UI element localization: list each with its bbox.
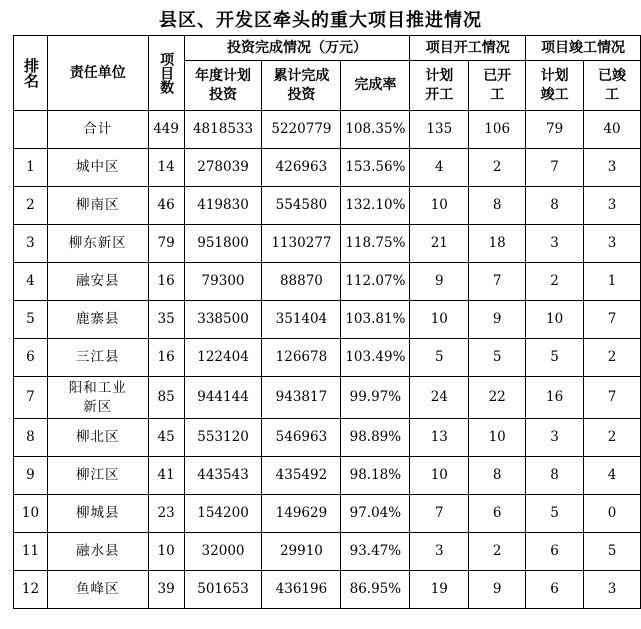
cell-plan-start: 10 (410, 187, 469, 225)
cell-rank: 7 (14, 377, 48, 419)
cell-unit: 城中区 (47, 149, 148, 187)
header-finish-group: 项目竣工情况 (526, 36, 641, 61)
cell-annual-plan: 32000 (184, 533, 262, 571)
cell-plan-finish: 79 (526, 111, 584, 149)
cell-count: 39 (148, 571, 184, 609)
cell-unit: 合计 (47, 111, 148, 149)
cell-unit: 鹿寨县 (47, 301, 148, 339)
table-row (14, 187, 641, 225)
table-row (14, 571, 641, 609)
cell-rank: 12 (14, 571, 48, 609)
cell-count: 16 (148, 339, 184, 377)
cell-count: 449 (148, 111, 184, 149)
cell-started: 8 (469, 187, 526, 225)
cell-finished: 3 (584, 187, 641, 225)
cell-finished: 0 (584, 495, 641, 533)
cell-cumulative: 546963 (262, 419, 341, 457)
cell-plan-start: 21 (410, 225, 469, 263)
cell-plan-finish: 3 (526, 225, 584, 263)
cell-rate: 97.04% (341, 495, 410, 533)
cell-cumulative: 436196 (262, 571, 341, 609)
cell-rank: 2 (14, 187, 48, 225)
cell-cumulative: 426963 (262, 149, 341, 187)
cell-rank: 3 (14, 225, 48, 263)
cell-finished: 1 (584, 263, 641, 301)
cell-plan-start: 10 (410, 457, 469, 495)
cell-plan-start: 3 (410, 533, 469, 571)
cell-rank: 9 (14, 457, 48, 495)
cell-cumulative: 5220779 (262, 111, 341, 149)
cell-rank: 6 (14, 339, 48, 377)
cell-plan-start: 19 (410, 571, 469, 609)
table-row (14, 225, 641, 263)
cell-started: 8 (469, 457, 526, 495)
cell-rank: 8 (14, 419, 48, 457)
cell-started: 2 (469, 533, 526, 571)
cell-rate: 86.95% (341, 571, 410, 609)
cell-annual-plan: 443543 (184, 457, 262, 495)
cell-annual-plan: 951800 (184, 225, 262, 263)
cell-plan-finish: 8 (526, 187, 584, 225)
cell-annual-plan: 278039 (184, 149, 262, 187)
cell-annual-plan: 79300 (184, 263, 262, 301)
cell-plan-finish: 2 (526, 263, 584, 301)
cell-started: 6 (469, 495, 526, 533)
cell-started: 9 (469, 571, 526, 609)
header-cumulative: 累计完成投资 (262, 61, 341, 111)
cell-annual-plan: 338500 (184, 301, 262, 339)
cell-unit: 柳南区 (47, 187, 148, 225)
cell-count: 23 (148, 495, 184, 533)
cell-unit: 柳江区 (47, 457, 148, 495)
cell-rate: 108.35% (341, 111, 410, 149)
cell-finished: 3 (584, 571, 641, 609)
cell-unit: 柳东新区 (47, 225, 148, 263)
header-completion-rate: 完成率 (341, 61, 410, 111)
table-row (14, 495, 641, 533)
cell-cumulative: 351404 (262, 301, 341, 339)
cell-plan-start: 7 (410, 495, 469, 533)
cell-rank: 5 (14, 301, 48, 339)
cell-plan-finish: 3 (526, 419, 584, 457)
cell-rank: 11 (14, 533, 48, 571)
cell-started: 10 (469, 419, 526, 457)
cell-cumulative: 435492 (262, 457, 341, 495)
cell-finished: 2 (584, 419, 641, 457)
cell-started: 106 (469, 111, 526, 149)
cell-finished: 3 (584, 225, 641, 263)
cell-count: 10 (148, 533, 184, 571)
projects-table (13, 35, 641, 609)
cell-rate: 132.10% (341, 187, 410, 225)
cell-count: 41 (148, 457, 184, 495)
table-row (14, 457, 641, 495)
cell-unit: 柳北区 (47, 419, 148, 457)
cell-unit: 融水县 (47, 533, 148, 571)
table-row (14, 419, 641, 457)
cell-rate: 103.49% (341, 339, 410, 377)
cell-cumulative: 943817 (262, 377, 341, 419)
cell-annual-plan: 553120 (184, 419, 262, 457)
cell-plan-start: 5 (410, 339, 469, 377)
cell-cumulative: 1130277 (262, 225, 341, 263)
cell-unit: 阳和工业新区 (47, 377, 148, 419)
cell-cumulative: 29910 (262, 533, 341, 571)
cell-rank (14, 111, 48, 149)
cell-annual-plan: 944144 (184, 377, 262, 419)
cell-count: 85 (148, 377, 184, 419)
cell-unit: 柳城县 (47, 495, 148, 533)
table-row (14, 339, 641, 377)
cell-annual-plan: 4818533 (184, 111, 262, 149)
cell-annual-plan: 419830 (184, 187, 262, 225)
cell-plan-finish: 5 (526, 339, 584, 377)
cell-count: 35 (148, 301, 184, 339)
table-row (14, 149, 641, 187)
cell-finished: 2 (584, 339, 641, 377)
cell-count: 79 (148, 225, 184, 263)
header-project-count: 项目数 (148, 36, 184, 111)
cell-count: 16 (148, 263, 184, 301)
cell-finished: 7 (584, 377, 641, 419)
cell-plan-finish: 7 (526, 149, 584, 187)
cell-started: 2 (469, 149, 526, 187)
cell-plan-start: 9 (410, 263, 469, 301)
cell-count: 46 (148, 187, 184, 225)
cell-annual-plan: 154200 (184, 495, 262, 533)
cell-finished: 3 (584, 149, 641, 187)
header-finished: 已竣工 (584, 61, 641, 111)
cell-started: 22 (469, 377, 526, 419)
cell-plan-finish: 8 (526, 457, 584, 495)
cell-plan-start: 135 (410, 111, 469, 149)
cell-plan-start: 24 (410, 377, 469, 419)
cell-rate: 93.47% (341, 533, 410, 571)
cell-count: 14 (148, 149, 184, 187)
header-unit: 责任单位 (47, 36, 148, 111)
cell-plan-start: 4 (410, 149, 469, 187)
page-title: 县区、开发区牵头的重大项目推进情况 (159, 10, 482, 31)
table-row (14, 301, 641, 339)
cell-finished: 40 (584, 111, 641, 149)
cell-started: 7 (469, 263, 526, 301)
cell-rate: 118.75% (341, 225, 410, 263)
cell-plan-start: 13 (410, 419, 469, 457)
cell-rate: 98.18% (341, 457, 410, 495)
cell-plan-finish: 5 (526, 495, 584, 533)
header-rank: 排名 (14, 36, 48, 111)
cell-rank: 1 (14, 149, 48, 187)
cell-rate: 103.81% (341, 301, 410, 339)
table-row (14, 263, 641, 301)
cell-finished: 7 (584, 301, 641, 339)
header-started: 已开工 (469, 61, 526, 111)
cell-plan-finish: 6 (526, 533, 584, 571)
table-row (14, 533, 641, 571)
cell-annual-plan: 122404 (184, 339, 262, 377)
cell-plan-start: 10 (410, 301, 469, 339)
cell-finished: 5 (584, 533, 641, 571)
cell-rank: 10 (14, 495, 48, 533)
header-plan-finish: 计划竣工 (526, 61, 584, 111)
cell-plan-finish: 10 (526, 301, 584, 339)
header-investment: 投资完成情况（万元） (184, 36, 410, 61)
cell-unit: 鱼峰区 (47, 571, 148, 609)
cell-annual-plan: 501653 (184, 571, 262, 609)
header-annual-plan: 年度计划投资 (184, 61, 262, 111)
cell-unit: 融安县 (47, 263, 148, 301)
cell-rank: 4 (14, 263, 48, 301)
cell-cumulative: 554580 (262, 187, 341, 225)
cell-rate: 98.89% (341, 419, 410, 457)
cell-finished: 4 (584, 457, 641, 495)
cell-plan-finish: 16 (526, 377, 584, 419)
cell-rate: 112.07% (341, 263, 410, 301)
cell-unit: 三江县 (47, 339, 148, 377)
cell-cumulative: 88870 (262, 263, 341, 301)
cell-cumulative: 149629 (262, 495, 341, 533)
cell-started: 5 (469, 339, 526, 377)
cell-plan-finish: 6 (526, 571, 584, 609)
header-start-group: 项目开工情况 (410, 36, 526, 61)
cell-rate: 153.56% (341, 149, 410, 187)
total-row (14, 111, 641, 149)
header-plan-start: 计划开工 (410, 61, 469, 111)
cell-count: 45 (148, 419, 184, 457)
cell-rate: 99.97% (341, 377, 410, 419)
cell-cumulative: 126678 (262, 339, 341, 377)
cell-started: 18 (469, 225, 526, 263)
table-row (14, 377, 641, 419)
cell-started: 9 (469, 301, 526, 339)
